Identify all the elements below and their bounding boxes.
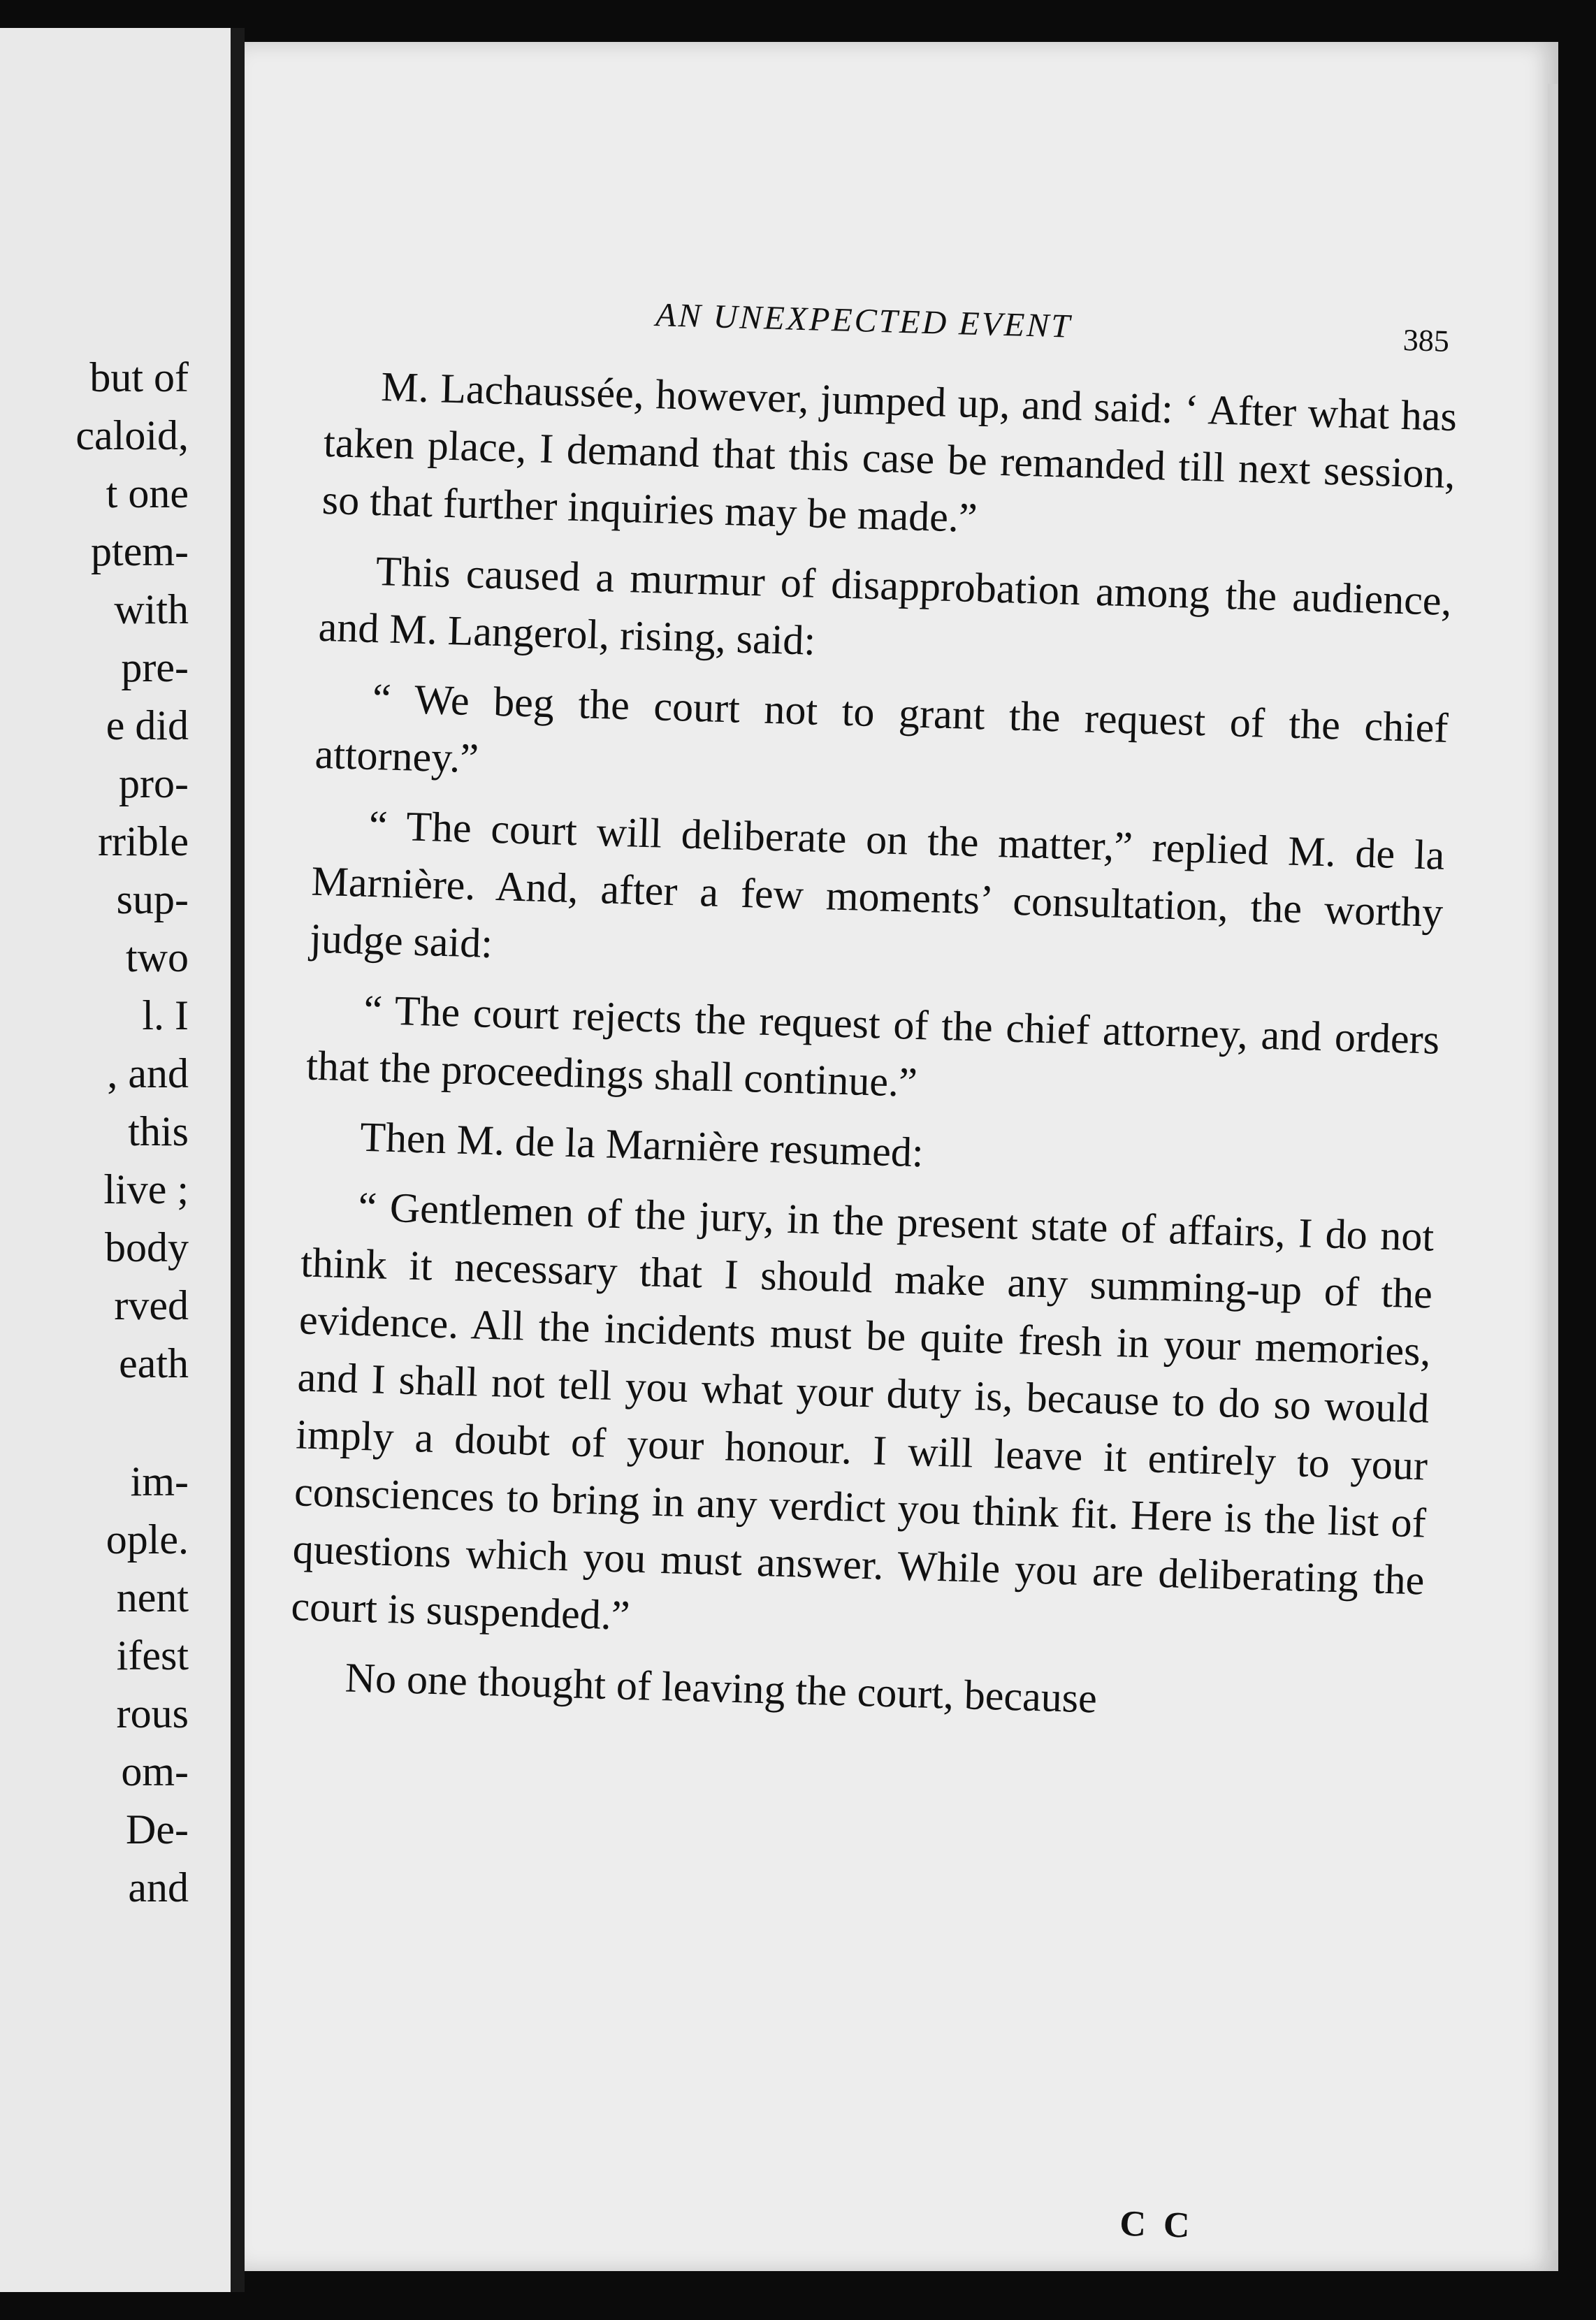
signature-mark: C C: [1119, 2203, 1195, 2246]
body-text: [288, 356, 1458, 1748]
running-head: AN UNEXPECTED EVENT: [655, 296, 1073, 345]
left-page-line: rous: [116, 1690, 189, 1737]
left-page-line: this: [128, 1108, 189, 1154]
left-page-line: caloid,: [75, 412, 189, 458]
left-page-line: ptem-: [91, 528, 189, 574]
left-page-line: and: [128, 1864, 189, 1911]
left-page-line: eath: [119, 1340, 189, 1386]
left-page-line: l. I: [142, 992, 189, 1038]
left-page: [0, 28, 238, 2292]
left-page-line: but of: [89, 354, 189, 400]
left-page-line: rrible: [98, 818, 189, 864]
left-page-line: pre-: [121, 644, 189, 690]
left-page-line: ifest: [116, 1632, 189, 1679]
left-page-line: ople.: [106, 1516, 189, 1563]
left-page-line: om-: [121, 1748, 189, 1795]
left-page-line: e did: [106, 702, 189, 748]
left-page-line: live ;: [103, 1166, 189, 1212]
left-page-line: sup-: [116, 876, 189, 922]
paragraph: Then M. de la Marnière resumed:: [359, 1113, 924, 1176]
left-page-line: body: [105, 1224, 189, 1270]
page-edge: [1548, 84, 1558, 2250]
page-content: [290, 273, 1460, 2246]
paragraph: M. Lachaussée, however, jumped up, and said: ‘ After what has taken place, I demand that this case be remanded till next session, so that further inquiries may be made.”: [321, 363, 1458, 542]
left-page-line: rved: [114, 1282, 189, 1328]
paragraph: “ We beg the court not to grant the request of the chief attorney.”: [314, 675, 1449, 782]
paragraph: This caused a murmur of disapprobation among the audience, and M. Langerol, rising, said:: [317, 548, 1453, 664]
left-page-line: t one: [106, 470, 189, 516]
left-page-line: , and: [107, 1050, 189, 1096]
paragraph: “ The court will deliberate on the matter,” replied M. de la Marnière. And, after a few moments’ consultation, the worthy judge said:: [309, 802, 1446, 966]
paragraph: “ The court rejects the request of the chief attorney, and orders that the proceedings shall continue.”: [305, 986, 1440, 1105]
left-page-line: with: [114, 586, 189, 632]
paragraph: No one thought of leaving the court, because: [344, 1654, 1098, 1722]
paragraph: “ Gentlemen of the jury, in the present state of affairs, I do not think it necessary that I should make any summing-up of the evidence. All the incidents must be quite fresh in your memories, and I shall not tell you what your duty is, because to do so would imply a doubt of your honour. I will leave it entirely to your consciences to bring in any verdict you think fit. Here is the list of questions which you must answer. While you are deliberating the court is suspended.”: [290, 1183, 1435, 1639]
left-page-line: pro-: [119, 760, 189, 806]
book-page: [245, 42, 1558, 2271]
book-gutter: [231, 28, 245, 2292]
left-page-line: nent: [116, 1574, 189, 1621]
left-page-line: De-: [126, 1806, 189, 1853]
left-page-line: two: [126, 934, 189, 980]
left-page-line: im-: [130, 1458, 189, 1505]
page-number: 385: [1402, 322, 1450, 358]
